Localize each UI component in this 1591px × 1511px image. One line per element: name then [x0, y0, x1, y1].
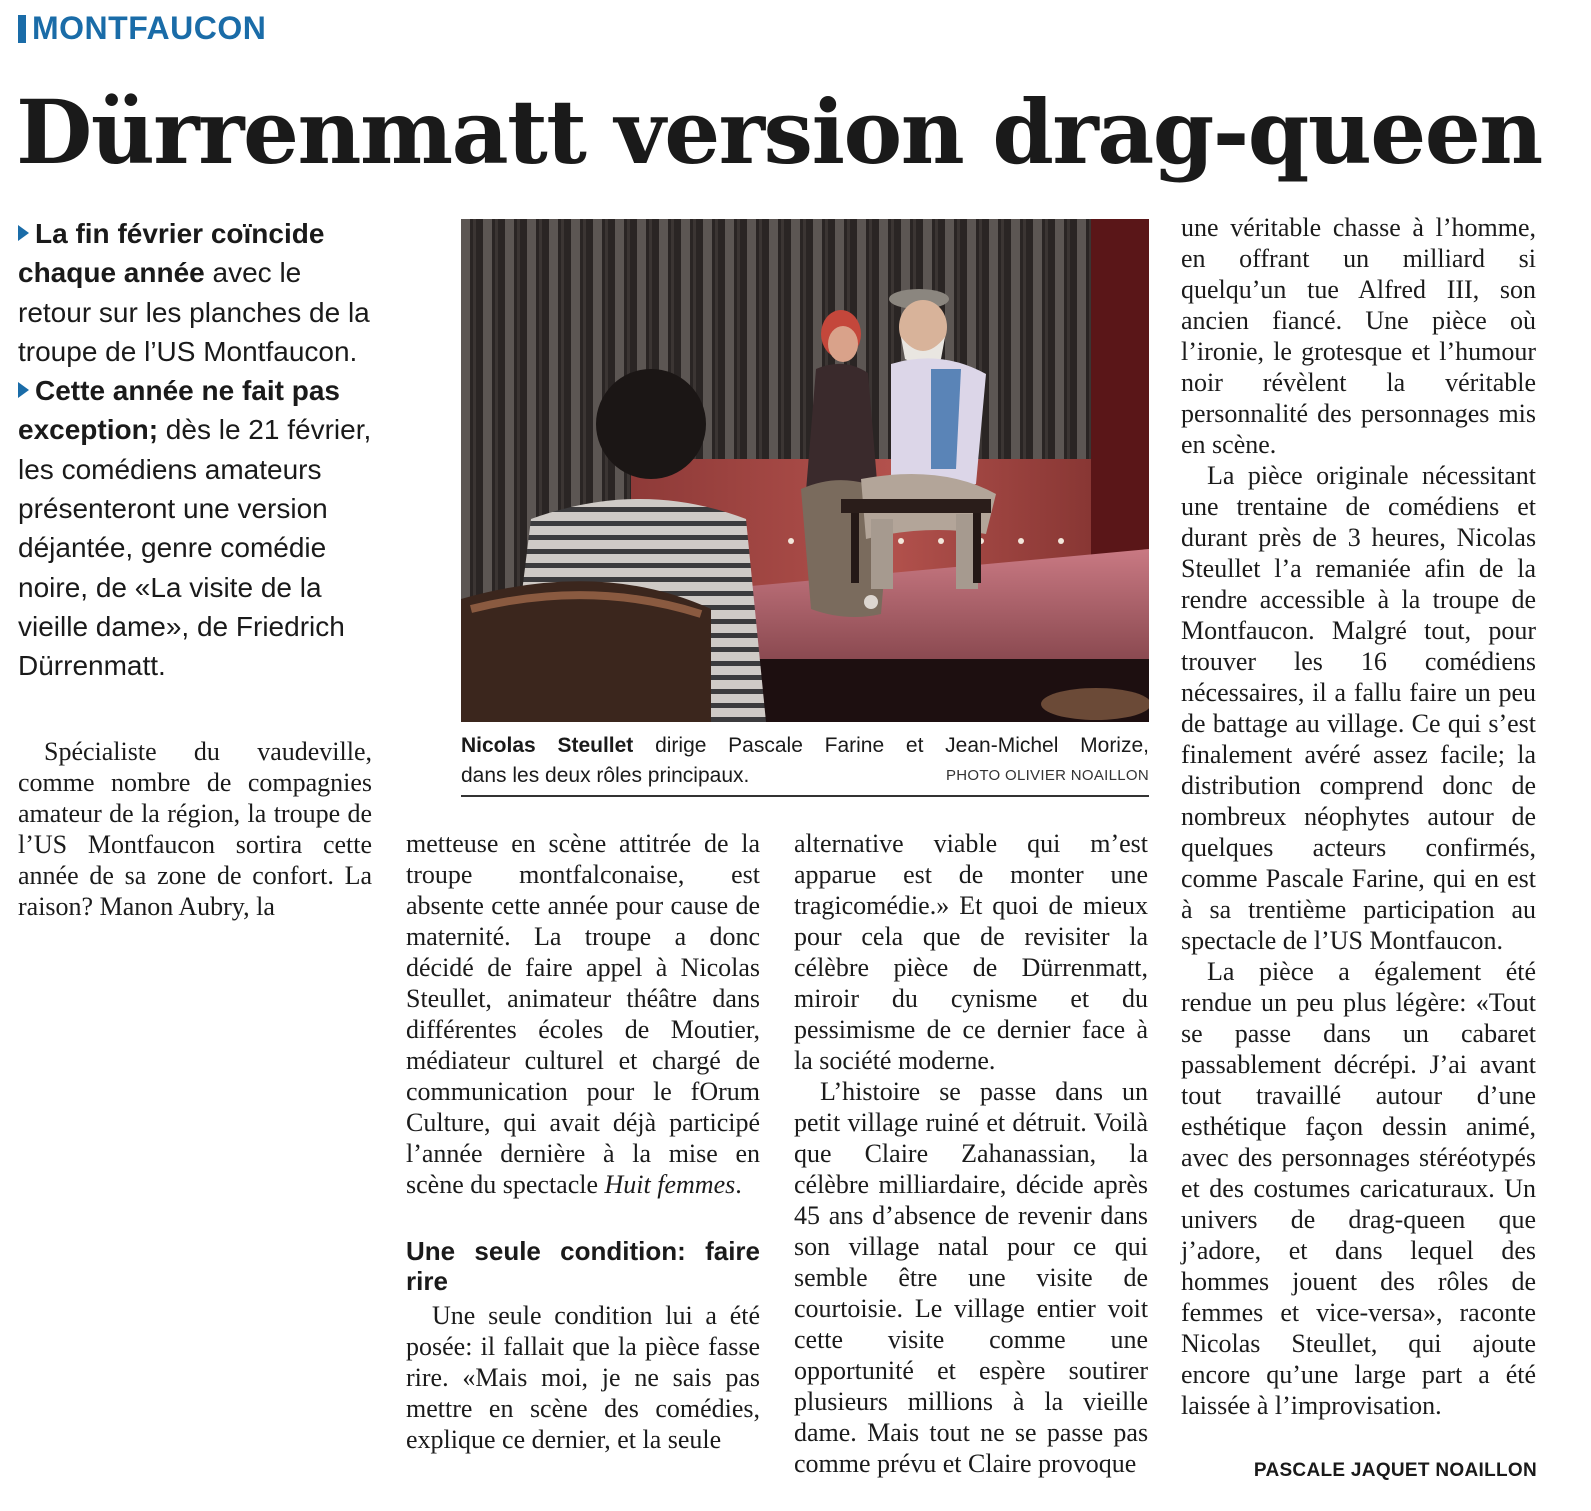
rubric-bar — [18, 15, 26, 43]
body-paragraph: une véritable chasse à l’homme, en offrant un milliard si quelqu’un tue Alfred III, son ancien fiancé. Une pièce où l’ironie, le grotesque et l’humour noir révèlent la véritable personnalité des personnages mis en scène. — [1181, 213, 1537, 459]
italic-title: femmes — [657, 1170, 736, 1199]
lead-text-2: dès le 21 février, les comédiens amateurs présenteront une version déjantée, genre comédie noire, de «La visite de la vieille dame», de Friedrich Dürrenmatt. — [18, 414, 372, 682]
bullet-triangle-icon — [18, 225, 29, 241]
body-paragraph: La pièce a également été rendue un peu plus légère: «Tout se passe dans un cabaret passablement décrépi. J’ai avant tout travaillé autour d’une esthétique façon dessin animé, avec des personnages stéréotypés et des costumes caricaturaux. Un univers de drag-queen que j’adore, et dans lequel des hommes jouent des rôles de femmes et vice-versa», raconte Nicolas Steullet, qui ajoute encore qu’une large part a été laissée à l’improvisation. — [1181, 957, 1537, 1420]
lead-point-1 — [18, 214, 378, 371]
caption-line-1 — [461, 731, 1149, 761]
body-paragraph: La pièce originale nécessitant une trentaine de comédiens et durant près de 3 heures, Nicolas Steullet l’a remaniée afin de la rendre accessible à la troupe de Montfaucon. Malgré tout, pour trouver les 16 comédiens nécessaires, il a fallu faire un peu de battage au village. Ce qui s’est finalement avéré assez facile; la distribution comprend donc de nombreux néophytes autour de quelques acteurs confirmés, comme Pascale Farine, qui en est à sa trentième participation au spectacle de l’US Montfaucon. — [1181, 461, 1537, 955]
photo-credit: PHOTO OLIVIER NOAILLON — [945, 767, 1149, 784]
rubric-label: MONTFAUCON — [32, 10, 267, 46]
subheading: Une seule condition: faire rire — [406, 1236, 760, 1296]
lead-bold-1: La fin février coïncide chaque année — [18, 218, 325, 289]
body-paragraph: metteuse en scène attitrée de la troupe montfalconaise, est absente cette année pour cause de maternité. La troupe a donc décidé de faire appel à Nicolas Steullet, animateur théâtre dans différentes écoles de Moutier, médiateur culturel et chargé de communication pour le fOrum Culture, qui avait déjà participé l’année dernière à la mise en scène du spectacle Huit femmes. — [406, 829, 761, 1199]
caption-line-2 — [461, 761, 1149, 791]
body-paragraph: Spécialiste du vaudeville, comme nombre de compagnies amateur de la région, la troupe de l’US Montfaucon sortira cette année de sa zone de confort. La raison? Manon Aubry, la — [18, 737, 373, 921]
headline: Dürrenmatt version drag-queen — [16, 80, 1542, 184]
lead-paragraph — [18, 214, 378, 686]
section-rubric — [18, 10, 266, 47]
photo-caption — [461, 731, 1149, 791]
italic-title: Huit — [604, 1170, 651, 1199]
body-column-1 — [18, 736, 372, 922]
lead-bold-2: Cette année ne fait pas exception; — [18, 375, 340, 446]
caption-text-2: dans les deux rôles principaux. — [461, 764, 750, 787]
body-column-3 — [794, 828, 1148, 1479]
body-paragraph: alternative viable qui m’est apparue est de monter une tragicomédie.» Et quoi de mieux pour cela que de revisiter la célèbre pièce de Dürrenmatt, miroir du cynisme et du pessimisme de ce dernier face à la société moderne. — [794, 829, 1149, 1075]
author-signature: PASCALE JAQUET NOAILLON — [1253, 1460, 1537, 1481]
stage-photo-illustration — [461, 219, 1149, 722]
caption-divider — [461, 795, 1149, 797]
body-column-4 — [1181, 212, 1536, 1421]
lead-text-1: avec le retour sur les planches de la troupe de l’US Montfaucon. — [18, 257, 370, 367]
lead-point-2 — [18, 371, 378, 685]
caption-text-1: dirige Pascale Farine et Jean-Michel Morize, — [633, 734, 1149, 757]
caption-name: Nicolas Steullet — [461, 734, 634, 757]
stage-photo — [461, 219, 1149, 722]
bullet-triangle-icon — [18, 382, 29, 398]
body-column-2 — [406, 828, 760, 1455]
body-paragraph: L’histoire se passe dans un petit village ruiné et détruit. Voilà que Claire Zahanassian, la célèbre milliardaire, décide après 45 ans d’absence de revenir dans son village natal pour ce qui semble être une visite de courtoisie. Le village entier voit cette visite comme une opportunité et espère soutirer plusieurs millions à la vieille dame. Mais tout ne se passe pas comme prévu et Claire provoque — [794, 1077, 1149, 1478]
body-paragraph: Une seule condition lui a été posée: il fallait que la pièce fasse rire. «Mais moi, je ne sais pas mettre en scène des comédies, explique ce dernier, et la seule — [406, 1301, 761, 1454]
